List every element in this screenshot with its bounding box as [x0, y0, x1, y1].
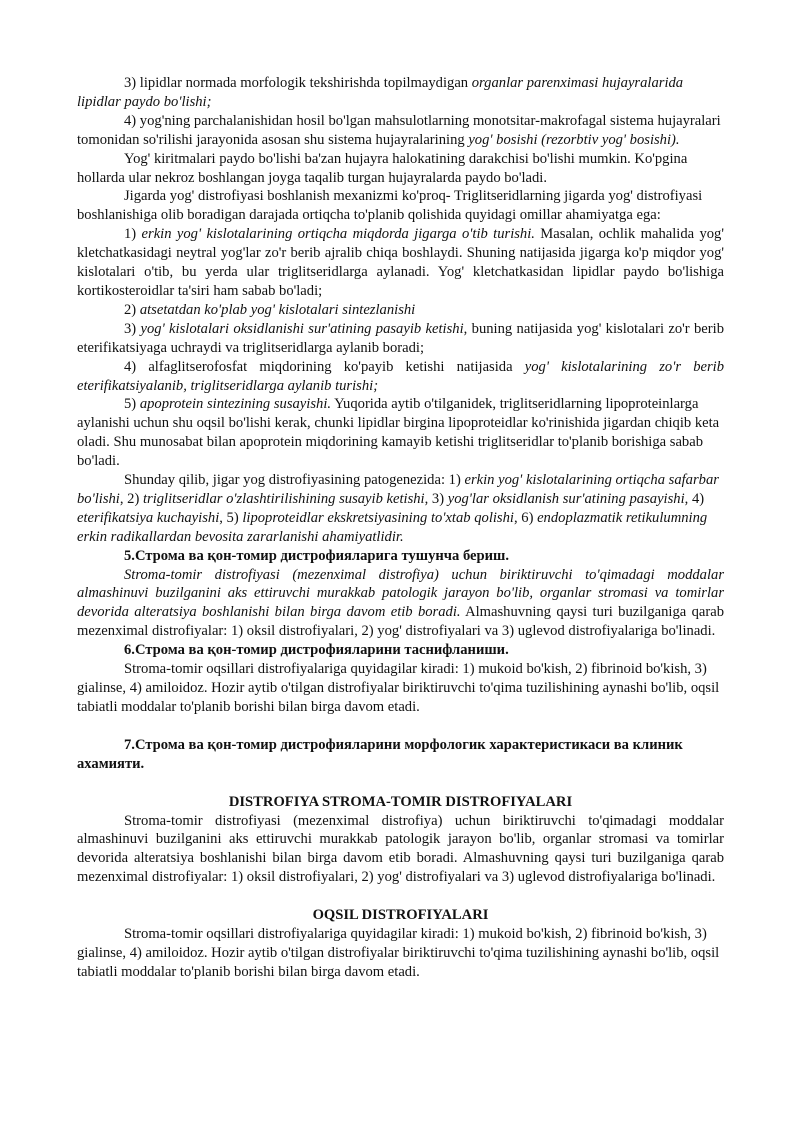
text-run: erkin yog' kislotalarining ortiqcha miqdorda jigarga o'tib turishi.: [141, 226, 535, 243]
body-paragraph: [77, 395, 724, 471]
text-run: 6.Строма ва қон-томир дистрофияларини таснифланиши.: [124, 642, 509, 659]
text-run: , 2): [119, 490, 143, 507]
text-run: Shunday qilib, jigar yog distrofiyasining patogenezida: 1): [124, 472, 465, 489]
text-run: yog' bosishi (rezorbtiv yog' bosishi).: [468, 131, 680, 148]
body-paragraph: [77, 150, 724, 188]
centered-title: [77, 906, 724, 925]
text-run: 7.Строма ва қон-томир дистрофияларини морфологик характеристикаси ва клиник ахамияти.: [77, 736, 683, 772]
text-run: erkin yog' kislotalarining ortiqcha safarbar bo'lishi: [77, 472, 719, 507]
body-paragraph: [77, 471, 724, 547]
text-run: eterifikatsiya kuchayishi: [77, 509, 220, 526]
body-paragraph: [77, 812, 724, 888]
text-run: apoprotein sintezining susayishi.: [139, 396, 332, 413]
text-run: Stroma-tomir distrofiyasi (mezenximal distrofiya) uchun biriktiruvchi to'qimadagi moddalar almashinuvi buzilganini aks ettiruvchi murakkab patologik jarayon bo'lib, organlar stromasi va tomirlar devorida alteratsiya boshlanishi bilan birga davom etib boradi.: [77, 566, 724, 621]
text-run: 1): [124, 226, 142, 243]
body-paragraph: [77, 358, 724, 396]
body-paragraph: [77, 320, 724, 358]
text-run: Stroma-tomir oqsillari distrofiyalariga quyidagilar kiradi: 1) mukoid bo'kish, 2) fibrinoid bo'kish, 3) gialinse, 4) amiloidoz. Hozir aytib o'tilgan distrofiyalar biriktiruvchi to'qima tuzilishining aynashi bo'lib, oqsil tabiatli moddalar to'planib borishi bilan birga davom etadi.: [77, 926, 720, 980]
text-run: 2): [124, 301, 140, 318]
body-paragraph: [77, 187, 724, 225]
text-run: , 3): [424, 490, 448, 507]
text-run: triglitseridlar o'zlashtirilishining susayib ketishi: [142, 490, 425, 507]
text-run: 3) lipidlar normada morfologik tekshirishda topilmaydigan: [124, 75, 472, 91]
text-run: 4) yog'ning parchalanishidan hosil bo'lgan mahsulotlarning monotsitar-makrofagal sistema hujayralari tomonidan so'rilishi jarayonida asosan shu sistema hujayralarining: [77, 112, 721, 148]
text-run: OQSIL DISTROFIYALARI: [312, 907, 489, 924]
blank-line: [77, 774, 724, 793]
text-run: yog'lar oksidlanish sur'atining pasayishi: [447, 490, 685, 507]
text-run: atsetatdan ko'plab yog' kislotalari sintezlanishi: [139, 301, 416, 318]
body-paragraph: [77, 112, 724, 150]
text-run: endoplazmatik retikulumning erkin radikallardan bevosita zararlanishi ahamiyatlidir.: [77, 509, 708, 545]
centered-title: [77, 793, 724, 812]
text-run: yog' kislotalarining zo'r berib eterifikatsiyalanib, triglitseridlarga aylanib turishi;: [77, 358, 725, 394]
text-run: Masalan, ochlik mahalida yog' kletchatkasidagi neytral yog'lar zo'r berib ajralib chiqa boshlaydi. Shuning natijasida jigarga ko'p miqdor yog' kislotalari o'tib, bu yerda ular triglitseridlarga aylanadi. Yog' kletchatkasidan lipidlar paydo bo'lishiga kortikosteroidlar ta'siri ham sabab bo'ladi;: [77, 226, 724, 299]
text-run: , 4): [684, 490, 705, 507]
text-run: Stroma-tomir distrofiyasi (mezenximal distrofiya) uchun biriktiruvchi to'qimadagi moddalar almashinuvi buzilganini aks ettiruvchi murakkab patologik jarayon bo'lib, organlar stromasi va tomirlar devorida alteratsiya boshlanishi bilan birga davom etib boradi. Almashuvning qaysi turi buzilganiga qarab mezenximal distrofiyalar: 1) oksil distrofiyalari, 2) yog' distrofiyalari va 3) uglevod distrofiyalariga bo'linadi.: [77, 812, 724, 886]
body-paragraph: [77, 660, 724, 717]
text-run: 3): [124, 320, 141, 337]
text-run: , buning natijasida yog' kislotalari zo'r berib eterifikatsiyaga uchraydi va triglitseridlarga aylanib boradi;: [77, 320, 724, 356]
section-heading: [77, 736, 724, 774]
text-run: 5): [124, 396, 140, 413]
text-run: 4) alfaglitserofosfat miqdorining ko'payib ketishi natijasida: [124, 358, 525, 375]
section-heading: [77, 547, 724, 566]
text-run: , 6): [513, 509, 538, 526]
text-run: 5.Строма ва қон-томир дистрофияларига тушунча бериш.: [124, 547, 510, 564]
text-run: Stroma-tomir oqsillari distrofiyalariga quyidagilar kiradi: 1) mukoid bo'kish, 2) fibrinoid bo'kish, 3) gialinse, 4) amiloidoz. Hozir aytib o'tilgan distrofiyalar biriktiruvchi to'qima tuzilishining aynashi bo'lib, oqsil tabiatli moddalar to'planib borishi bilan birga davom etadi.: [77, 661, 720, 715]
text-run: Yog' kiritmalari paydo bo'lishi ba'zan hujayra halokatining darakchisi bo'lishi mumkin. Ko'pgina hollarda ular nekroz boshlangan joyga taqalib turgan hujayralarda paydo bo'ladi.: [77, 150, 688, 186]
body-paragraph: [77, 566, 724, 642]
body-paragraph: [77, 301, 724, 320]
text-run: Yuqorida aytib o'tilganidek, triglitseridlarning lipoproteinlarga aylanishi uchun shu oqsil bo'lishi kerak, chunki lipidlar birgina lipoproteidlar ko'rinishida jigardan chiqib keta oladi. Shu munosabat bilan apoprotein miqdorining kamayib ketishi triglitseridlar to'planib borishiga sabab bo'ladi.: [77, 396, 720, 470]
text-run: DISTROFIYA STROMA-TOMIR DISTROFIYALARI: [228, 793, 573, 810]
body-paragraph: [77, 74, 724, 112]
body-paragraph: [77, 925, 724, 982]
section-heading: [77, 641, 724, 660]
blank-line: [77, 717, 724, 736]
text-run: lipoproteidlar ekskretsiyasining to'xtab qolishi: [242, 509, 514, 526]
body-paragraph: [77, 225, 724, 301]
text-run: Jigarda yog' distrofiyasi boshlanish mexanizmi ko'proq- Triglitseridlarning jigarda yog' distrofiyasi boshlanishiga olib boradigan darajada ortiqcha to'planib qolishida quyidagi omillar ahamiyatga ega:: [77, 188, 703, 224]
text-run: Almashuvning qaysi turi buzilganiga qarab mezenximal distrofiyalar: 1) oksil distrofiyalari, 2) yog' distrofiyalari va 3) uglevod distrofiyalariga bo'linadi.: [77, 604, 724, 640]
blank-line: [77, 887, 724, 906]
text-run: , 5): [219, 509, 243, 526]
text-run: organlar parenximasi hujayralarida lipidlar paydo bo'lishi;: [77, 75, 684, 110]
text-run: yog' kislotalari oksidlanishi sur'atining pasayib ketishi: [140, 320, 464, 337]
